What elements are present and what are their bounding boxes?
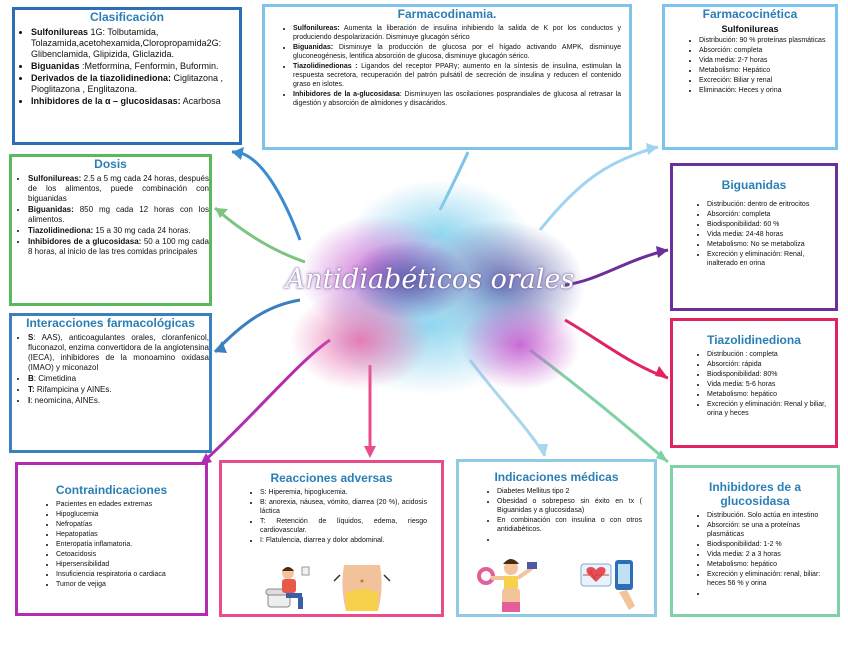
dosis-list: [12, 174, 209, 257]
farmacodinamia-item: [293, 43, 621, 61]
dosis-item: [28, 226, 209, 236]
farmacodinamia-item-text: Ligandos del receptor PPARγ; aumento en la síntesis de insulina, estimulan la respuesta secretora, recuperación del patrón pulsátil de secreción de insulina y reducen el contenido graso en islotes.: [293, 63, 621, 88]
biguanidas-item: • Metabolismo: No se metaboliza: [707, 240, 835, 249]
interacciones-item-lead: I: [28, 396, 31, 405]
glucosidasa-title: Inhibidores de a glucosidasa: [708, 480, 801, 508]
farmacocinetica-item: • Distribución: 90 % proteínas plasmáticas: [699, 36, 835, 45]
interacciones-item-lead: B: [28, 374, 34, 383]
dosis-item: [28, 205, 209, 225]
contraindicaciones-item: • Cetoacidosis: [56, 550, 191, 559]
contraindicaciones-item: • Hepatopatías: [56, 530, 191, 539]
interacciones-item-text: Rifampicina y AINEs.: [34, 385, 112, 394]
glucosidasa-item: • Vida media: 2 a 3 horas: [707, 550, 837, 559]
dosis-item: [28, 174, 209, 204]
biguanidas-list: [673, 200, 835, 268]
reacciones-box: [219, 460, 444, 617]
dosis-item-lead: Biguanidas:: [28, 205, 74, 214]
tiazolidinediona-title: Tiazolidinediona: [707, 333, 801, 347]
abdomen-illustration: [332, 563, 392, 613]
glucosidasa-item: [707, 589, 837, 598]
interacciones-item: [28, 374, 209, 384]
farmacocinetica-title: Farmacocinética: [702, 7, 798, 21]
tiazolidinediona-item: • Excreción y eliminación: Renal y biliar, orina y heces: [707, 400, 835, 418]
indicaciones-item: • Obesidad o sobrepeso sin éxito en tx ( Biguanidas y a glucosidasa): [497, 497, 642, 515]
clasificacion-item-lead: Inhibidores de la α – glucosidasas:: [31, 96, 181, 106]
dosis-item-lead: Sulfonilureas:: [28, 174, 82, 183]
biguanidas-item: • Distribución: dentro de eritrocitos: [707, 200, 835, 209]
phone-heart-illustration: [579, 558, 641, 614]
farmacodinamia-item: [293, 24, 621, 42]
biguanidas-title: Biguanidas: [721, 178, 787, 192]
interacciones-item: [28, 333, 209, 373]
dosis-item-text: 2.5 a 5 mg cada 24 horas, después de los alimentos, puede combinación con biguanidas: [28, 174, 209, 203]
glucosidasa-item: • Absorción: se una a proteínas plasmáticas: [707, 521, 837, 539]
indicaciones-item: [497, 535, 642, 544]
clasificacion-item-lead: Derivados de la tiazolidinediona:: [31, 73, 172, 83]
indicaciones-item: • Diabetes Mellitus tipo 2: [497, 487, 642, 496]
interacciones-item: [28, 396, 209, 406]
clasificacion-item: [31, 96, 239, 107]
clasificacion-list: [15, 27, 239, 107]
contraindicaciones-item: • Pacientes en edades extremas: [56, 500, 191, 509]
glucosidasa-item: • Biodisponibilidad: 1-2 %: [707, 540, 837, 549]
contraindicaciones-box: [15, 462, 208, 616]
indicaciones-list: [459, 487, 654, 544]
clasificacion-item-lead: Sulfonilureas: [31, 27, 89, 37]
clasificacion-item-text: :Metformina, Fenformin, Buformin.: [79, 61, 219, 71]
contraindicaciones-item: • Nefropatías: [56, 520, 191, 529]
contraindicaciones-title: Contraindicaciones: [55, 483, 168, 497]
dosis-item-text: 850 mg cada 12 horas con los alimentos.: [28, 205, 209, 224]
interacciones-item-lead: S: [28, 333, 34, 342]
biguanidas-item: • Absorción: completa: [707, 210, 835, 219]
glucosidasa-item: • Distribución. Solo actúa en intestino: [707, 511, 837, 520]
biguanidas-item: • Biodisponibilidad: 60 %: [707, 220, 835, 229]
tiazolidinediona-box: [670, 318, 838, 448]
farmacocinetica-item: • Vida media: 2-7 horas: [699, 56, 835, 65]
farmacodinamia-box: [262, 4, 632, 150]
toilet-person-illustration: [264, 563, 312, 613]
tiazolidinediona-list: [673, 350, 835, 418]
tiazolidinediona-item: • Distribución : completa: [707, 350, 835, 359]
interacciones-item-text: : AAS), anticoagulantes orales, cloranfenicol, fluconazol, enzima convertidora de la angiotensina (IECA), inhibidores de la monoamino oxidasa (IMAO) y miconazol: [28, 333, 209, 372]
farmacocinetica-item: • Metabolismo: Hepático: [699, 66, 835, 75]
tiazolidinediona-item: • Absorción: rápida: [707, 360, 835, 369]
farmacodinamia-title: Farmacodinamia.: [397, 7, 497, 21]
interacciones-box: [9, 313, 212, 453]
dosis-box: [9, 154, 212, 306]
biguanidas-item: • Vida media: 24-48 horas: [707, 230, 835, 239]
clasificacion-item: [31, 73, 239, 95]
contraindicaciones-item: • Insuficiencia respiratoria o cardiaca: [56, 570, 191, 579]
clasificacion-item-lead: Biguanidas: [31, 61, 80, 71]
clasificacion-item-text: 1G: Tolbutamida, Tolazamida,acetohexamida,Cloropropamida2G: Glibenclamida, Glipizida, Gliclazida.: [31, 27, 222, 59]
indicaciones-title: Indicaciones médicas: [494, 470, 619, 484]
clasificacion-box: [12, 7, 242, 145]
clasificacion-item: [31, 27, 239, 60]
reacciones-item: • S: Hiperemia, hipoglucemia.: [260, 488, 427, 497]
tiazolidinediona-item: • Biodisponibilidad: 80%: [707, 370, 835, 379]
farmacodinamia-item: [293, 90, 621, 108]
farmacocinetica-item: • Eliminación: Heces y orina: [699, 86, 835, 95]
dosis-title: Dosis: [94, 157, 127, 171]
interacciones-item-lead: T:: [28, 385, 35, 394]
dosis-item: [28, 237, 209, 257]
indicaciones-item: • En combinación con insulina o con otros antidiabéticos.: [497, 516, 642, 534]
interacciones-item-text: : Cimetidina: [33, 374, 77, 383]
reacciones-item: • B: anorexia, náusea, vómito, diarrea (20 %), acidosis láctica: [260, 498, 427, 516]
farmacodinamia-item-text: : Disminuyen las oscilaciones posprandiales de glucosa al retrasar la digestión y absorción de almidones y disacáridos.: [293, 91, 622, 107]
farmacodinamia-item: [293, 62, 621, 89]
farmacodinamia-item-lead: Tiazolidinedionas :: [293, 63, 358, 70]
farmacocinetica-item: • Excreción: Biliar y renal: [699, 76, 835, 85]
biguanidas-box: [670, 163, 838, 311]
dosis-item-lead: Inhibidores de a glucosidasa:: [28, 237, 142, 246]
farmacocinetica-subtitle: Sulfonilureas: [721, 24, 779, 34]
reacciones-title: Reacciones adversas: [270, 471, 393, 485]
glucosidasa-box: [670, 465, 840, 617]
clasificacion-item-text: Acarbosa: [180, 96, 221, 106]
farmacodinamia-item-lead: Inhibidores de la a-glucosidasa: [293, 91, 400, 98]
farmacodinamia-list: [265, 24, 629, 108]
contraindicaciones-item: • Hipersensibilidad: [56, 560, 191, 569]
interacciones-list: [12, 333, 209, 406]
reacciones-list: [222, 488, 441, 545]
indicaciones-box: [456, 459, 657, 617]
farmacodinamia-item-text: Aumenta la liberación de insulina inhibiendo la salida de K por los conductos y produciendo despolarización. Disminuye glucagón sérico: [293, 25, 621, 41]
farmacodinamia-item-lead: Biguanidas:: [293, 44, 334, 51]
clasificacion-item: [31, 61, 239, 72]
reacciones-item: • I: Flatulencia, diarrea y dolor abdominal.: [260, 536, 427, 545]
farmacocinetica-item: • Absorción: completa: [699, 46, 835, 55]
contraindicaciones-list: [18, 500, 205, 589]
glucosidasa-item: • Metabolismo: hepático: [707, 560, 837, 569]
contraindicaciones-item: • Hipoglucemia: [56, 510, 191, 519]
center-title: Antidiabéticos orales: [285, 264, 575, 295]
tiazolidinediona-item: • Metabolismo: hepático: [707, 390, 835, 399]
interacciones-item: [28, 385, 209, 395]
farmacodinamia-item-text: Disminuye la producción de glucosa por el hígado activando AMPK, disminuye gluconeogénesis, lentifica absorción de glucosa, disminuye glucagón sérico.: [293, 44, 621, 60]
dosis-item-text: 50 a 100 mg cada 8 horas, al inicio de las tres comidas principales: [28, 237, 209, 256]
dosis-item-lead: Tiazolidinediona:: [28, 226, 94, 235]
contraindicaciones-item: • Tumor de vejiga: [56, 580, 191, 589]
interacciones-item-text: : neomicina, AINEs.: [30, 396, 101, 405]
exercise-woman-illustration: [477, 554, 543, 616]
glucosidasa-list: [673, 511, 837, 598]
farmacocinetica-list: [665, 36, 835, 95]
clasificacion-title: Clasificación: [89, 10, 165, 24]
farmacodinamia-item-lead: Sulfonilureas:: [293, 25, 340, 32]
biguanidas-item: • Excreción y eliminación: Renal, inalterado en orina: [707, 250, 835, 268]
dosis-item-text: 15 a 30 mg cada 24 horas.: [93, 226, 191, 235]
clasificacion-item-text: Ciglitazona , Pioglitazona , Englitazona.: [31, 73, 224, 94]
interacciones-title: Interacciones farmacológicas: [26, 316, 195, 330]
contraindicaciones-item: • Enteropatía inflamatoria.: [56, 540, 191, 549]
farmacocinetica-box: [662, 4, 838, 150]
reacciones-item: • T: Retención de líquidos, edema, riesgo cardiovascular.: [260, 517, 427, 535]
glucosidasa-item: • Excreción y eliminación: renal, biliar: heces 56 % y orina: [707, 570, 837, 588]
tiazolidinediona-item: • Vida media: 5-6 horas: [707, 380, 835, 389]
